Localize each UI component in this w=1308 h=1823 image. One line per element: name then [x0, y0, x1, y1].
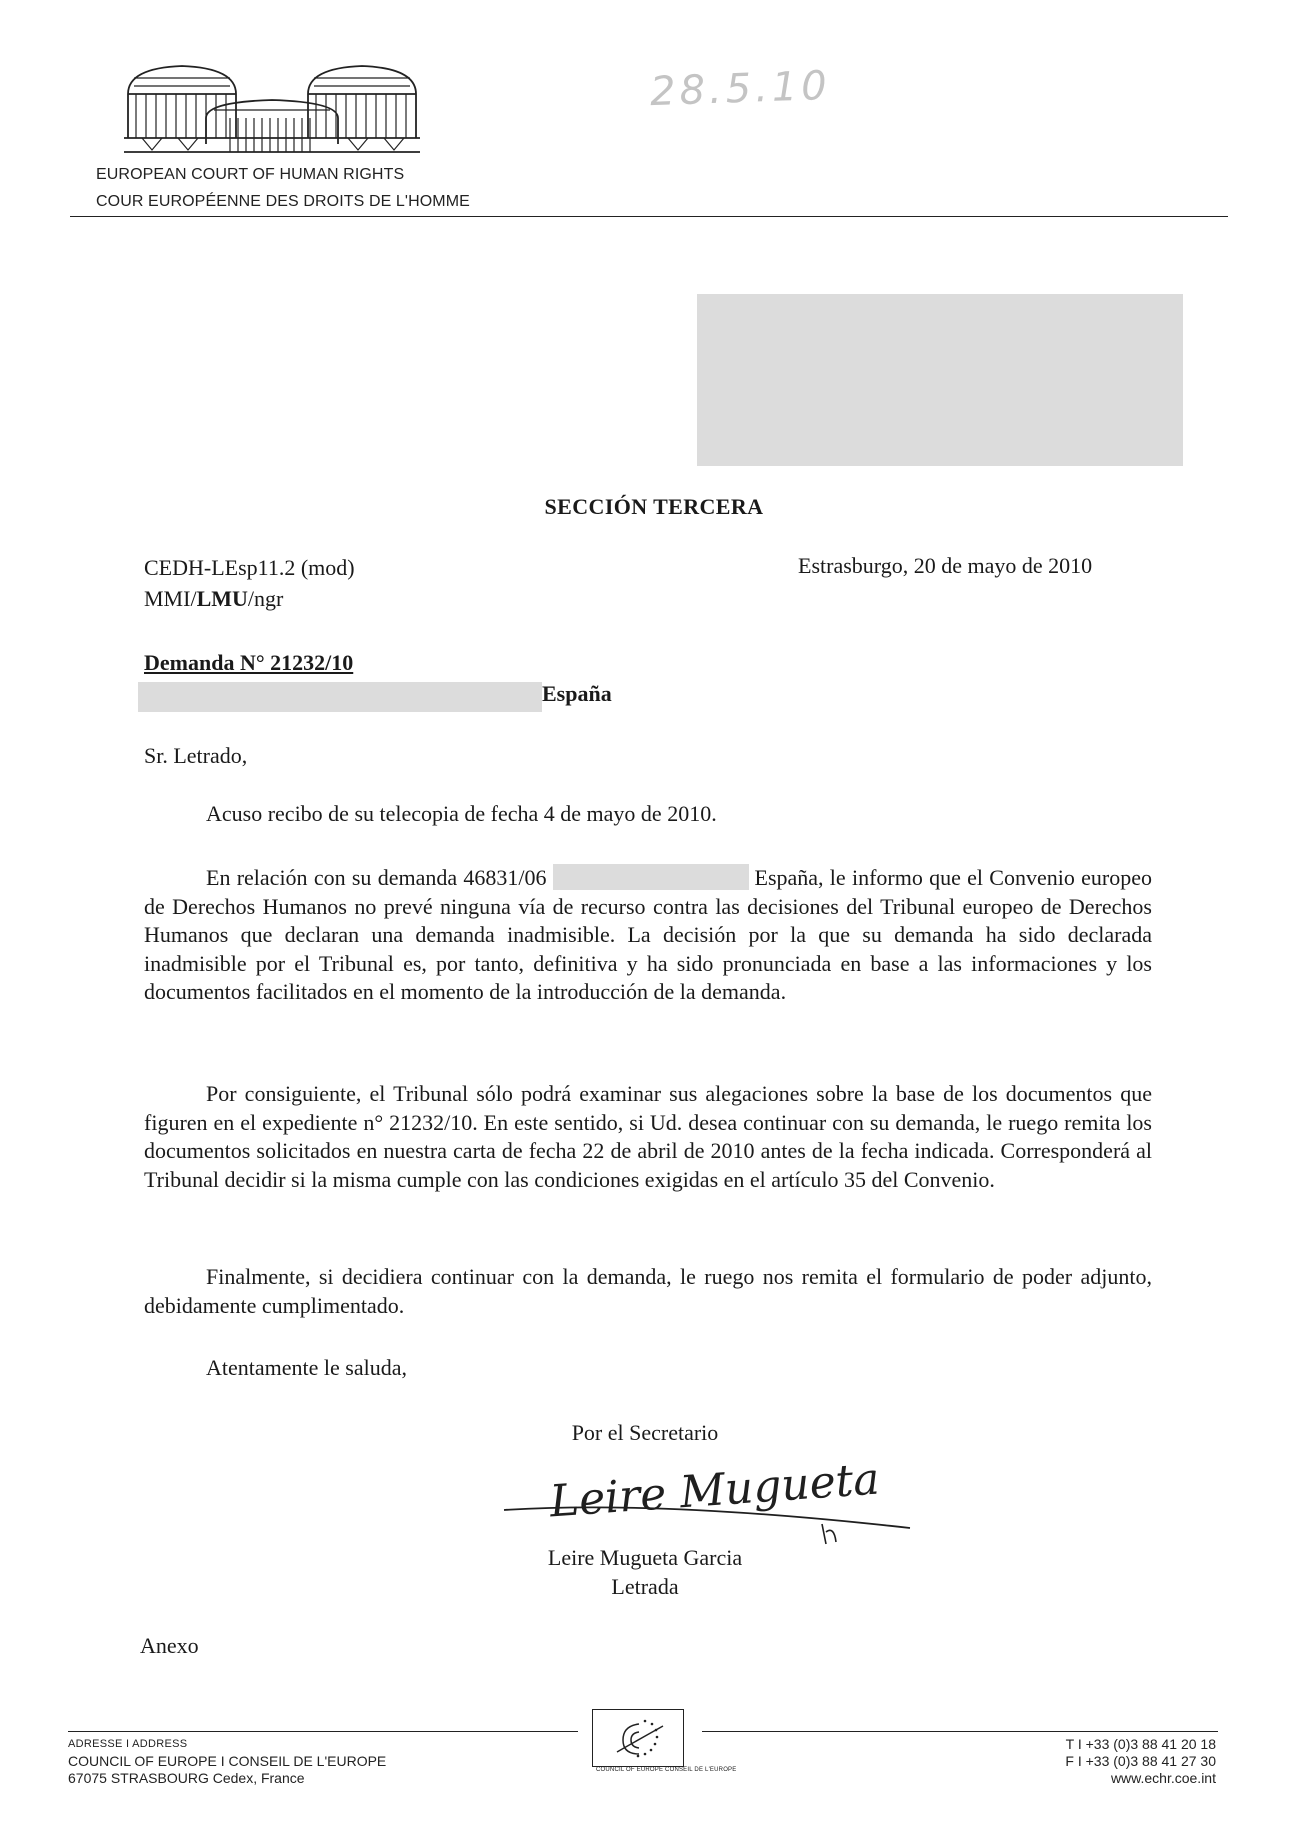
application-number: Demanda N° 21232/10	[144, 650, 354, 675]
reference-initials: MMI/LMU/ngr	[144, 586, 284, 611]
footer-fax: F I +33 (0)3 88 41 27 30	[1065, 1753, 1216, 1769]
court-name-french: COUR EUROPÉENNE DES DROITS DE L'HOMME	[96, 193, 470, 210]
footer-website: www.echr.coe.int	[1110, 1770, 1216, 1786]
signatory-title: Letrada	[611, 1574, 679, 1599]
paragraph-no-appeal: En relación con su demanda 46831/06 España, le informo que el Convenio europeo de Derechos Humanos no prevé ninguna vía de recurso contra las decisiones del Tribunal europeo de Derechos Humanos que declaran una demanda inadmisible. La decisión por la que su demanda ha sido declarada inadmisible por el Tribunal es, por tanto, definitiva y ha sido pronunciada en base a las informaciones y los documentos facilitados en el momento de la introducción de la demanda.	[144, 865, 1152, 1004]
salutation: Sr. Letrado,	[144, 743, 248, 768]
signature-on-behalf: Por el Secretario	[571, 1420, 719, 1445]
council-of-europe-logo	[592, 1709, 684, 1767]
handwritten-date-note: 28.5.10	[649, 62, 832, 116]
footer-address-org: COUNCIL OF EUROPE I CONSEIL DE L'EUROPE	[68, 1753, 387, 1769]
redacted-applicant-name	[138, 682, 542, 712]
footer-address-label: ADRESSE I ADDRESS	[68, 1738, 188, 1750]
closing: Atentamente le saluda,	[206, 1355, 407, 1380]
council-of-europe-caption: COUNCIL OF EUROPE CONSEIL DE L'EUROPE	[596, 1767, 737, 1773]
footer-contact	[1065, 1736, 1216, 1787]
redacted-case-party	[553, 864, 749, 890]
redacted-recipient-address	[697, 294, 1183, 466]
respondent-country: España	[542, 681, 612, 706]
signature-script: Leire Mugueta	[548, 1453, 882, 1528]
handwritten-signature	[500, 1448, 920, 1553]
footer-address	[68, 1736, 386, 1787]
letter-date: Estrasburgo, 20 de mayo de 2010	[798, 553, 1093, 578]
footer-phone: T I +33 (0)3 88 41 20 18	[1065, 1736, 1216, 1752]
court-building-logo	[122, 54, 422, 164]
footer-address-city: 67075 STRASBOURG Cedex, France	[68, 1770, 305, 1786]
header-divider	[70, 216, 1228, 217]
section-title: SECCIÓN TERCERA	[544, 494, 764, 519]
reference-code: CEDH-LEsp11.2 (mod)	[144, 555, 355, 580]
court-name-english: EUROPEAN COURT OF HUMAN RIGHTS	[96, 166, 405, 183]
paragraph-examination: Por consiguiente, el Tribunal sólo podrá examinar sus alegaciones sobre la base de los documentos que figuren en el expediente n° 21232/10. En este sentido, si Ud. desea continuar con su demanda, le ruego remita los documentos solicitados en nuestra carta de fecha 22 de abril de 2010 antes de la fecha indicada. Corresponderá al Tribunal decidir si la misma cumple con las condiciones exigidas en el artículo 35 del Convenio.	[144, 1081, 1152, 1192]
paragraph-receipt: Acuso recibo de su telecopia de fecha 4 de mayo de 2010.	[206, 801, 717, 826]
annex-label: Anexo	[140, 1633, 199, 1658]
paragraph-power-of-attorney: Finalmente, si decidiera continuar con la demanda, le ruego nos remita el formulario de poder adjunto, debidamente cumplimentado.	[144, 1264, 1152, 1318]
footer-divider-left	[68, 1731, 578, 1732]
footer-divider-right	[702, 1731, 1218, 1732]
signatory-name: Leire Mugueta Garcia	[547, 1545, 743, 1570]
